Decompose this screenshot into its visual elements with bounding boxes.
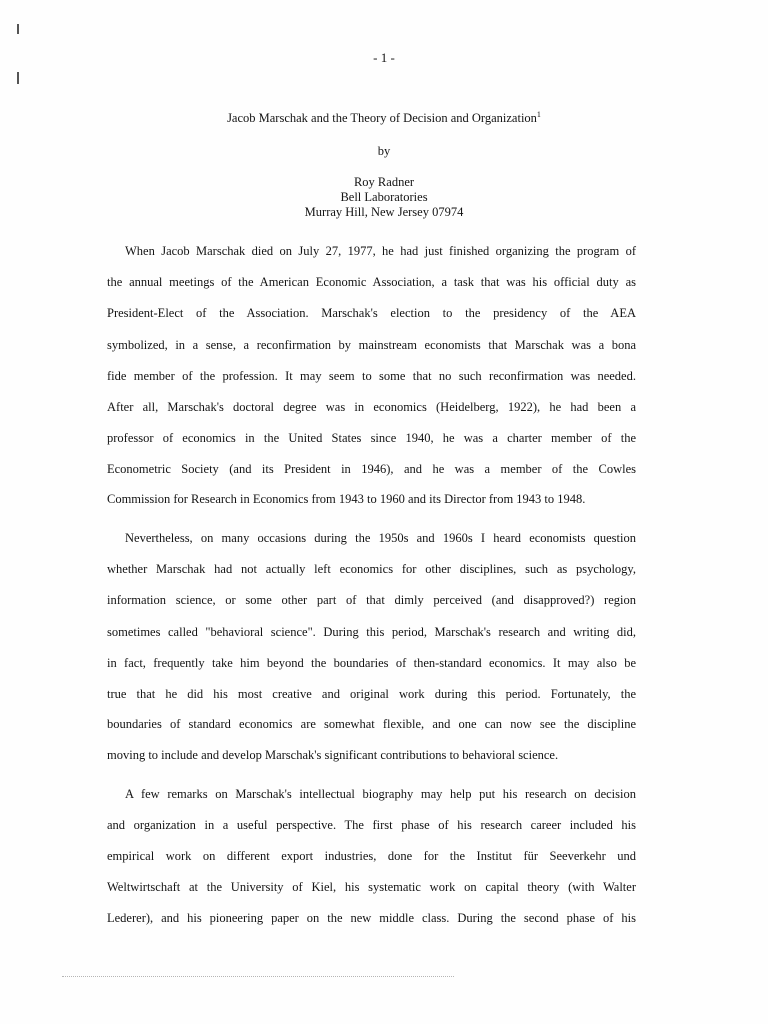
paragraph-2-line: boundaries of standard economics are somewhat flexible, and one can now see the discipline bbox=[107, 717, 636, 731]
paragraph-1-line: After all, Marschak's doctoral degree was in economics (Heidelberg, 1922), he had been a bbox=[107, 400, 636, 414]
footnote-mark: 1 bbox=[536, 109, 541, 119]
paragraph-1-line: Commission for Research in Economics from 1943 to 1960 and its Director from 1943 to 1948. bbox=[107, 492, 586, 506]
title-text: Jacob Marschak and the Theory of Decision and Organization bbox=[227, 111, 537, 125]
paragraph-1-line: President-Elect of the Association. Marschak's election to the presidency of the AEA bbox=[107, 306, 636, 320]
title-block bbox=[0, 111, 768, 126]
paragraph-3-line: empirical work on different export industries, done for the Institut für Seeverkehr und bbox=[107, 849, 636, 863]
page-number: - 1 - bbox=[373, 50, 395, 65]
by-label: by bbox=[377, 144, 391, 158]
author-address: Murray Hill, New Jersey 07974 bbox=[304, 205, 464, 219]
paragraph-3-line: Lederer), and his pioneering paper on the new middle class. During the second phase of his bbox=[107, 911, 636, 925]
author-affiliation: Bell Laboratories bbox=[340, 190, 428, 204]
paragraph-1-line: professor of economics in the United States since 1940, he was a charter member of the bbox=[107, 431, 636, 445]
margin-scan-mark bbox=[17, 72, 19, 84]
paragraph-3-line: Weltwirtschaft at the University of Kiel, his systematic work on capital theory (with Walter bbox=[107, 880, 636, 894]
paragraph-1-line: When Jacob Marschak died on July 27, 1977, he had just finished organizing the program of bbox=[125, 244, 636, 258]
paragraph-2-line: whether Marschak had not actually left economics for other disciplines, such as psychology, bbox=[107, 562, 636, 576]
paragraph-2-line: Nevertheless, on many occasions during the 1950s and 1960s I heard economists question bbox=[125, 531, 636, 545]
paragraph-1-line: fide member of the profession. It may seem to some that no such reconfirmation was needed. bbox=[107, 369, 636, 383]
paragraph-2-line: true that he did his most creative and original work during this period. Fortunately, the bbox=[107, 687, 636, 701]
footer-rule bbox=[62, 976, 454, 977]
paragraph-1-line: symbolized, in a sense, a reconfirmation by mainstream economists that Marschak was a bona bbox=[107, 338, 636, 352]
author-block bbox=[0, 175, 768, 220]
margin-scan-mark bbox=[17, 24, 19, 34]
author-name: Roy Radner bbox=[353, 175, 415, 189]
paragraph-3-line: and organization in a useful perspective. The first phase of his research career included his bbox=[107, 818, 636, 832]
paragraph-1-line: the annual meetings of the American Economic Association, a task that was his official duty as bbox=[107, 275, 636, 289]
document-title bbox=[0, 111, 768, 126]
paragraph-2-line: information science, or some other part of that dimly perceived (and disapproved?) region bbox=[107, 593, 636, 607]
paragraph-2-line: moving to include and develop Marschak's significant contributions to behavioral science. bbox=[107, 748, 559, 762]
paragraph-2-line: sometimes called "behavioral science". During this period, Marschak's research and writing did, bbox=[107, 625, 636, 639]
byline bbox=[0, 144, 768, 159]
paragraph-2-line: in fact, frequently take him beyond the boundaries of then-standard economics. It may also be bbox=[107, 656, 636, 670]
paragraph-1-line: Econometric Society (and its President in 1946), and he was a member of the Cowles bbox=[107, 462, 636, 476]
paragraph-3-line: A few remarks on Marschak's intellectual biography may help put his research on decision bbox=[125, 787, 636, 801]
